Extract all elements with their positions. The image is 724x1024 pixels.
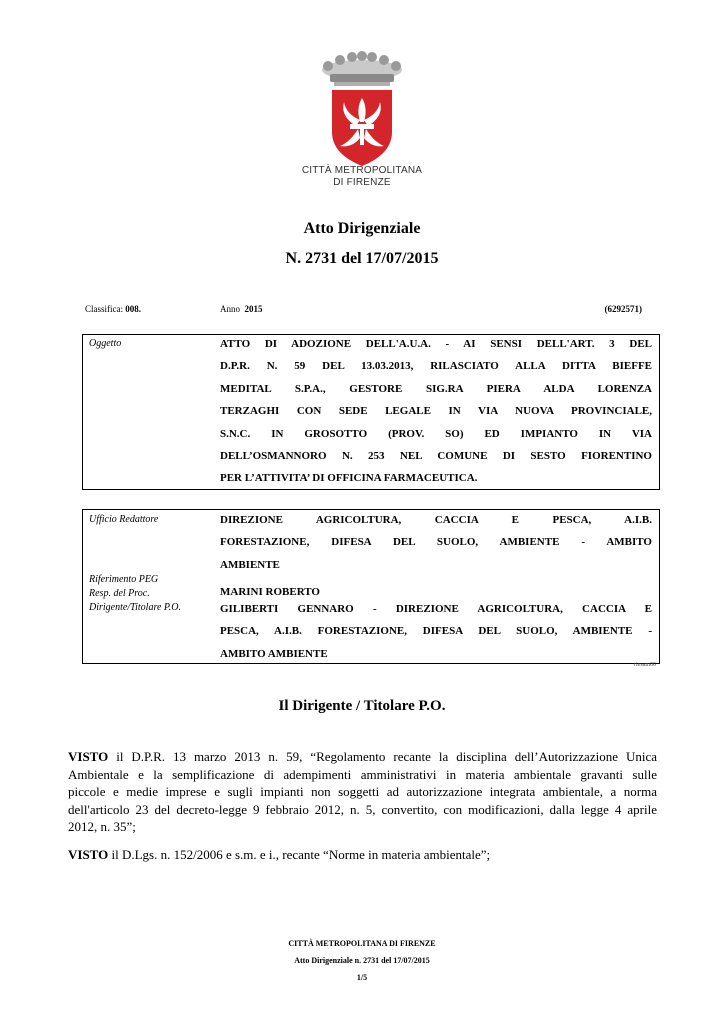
anno-label: Anno bbox=[220, 304, 240, 314]
ufficio-line: DIREZIONE AGRICOLTURA, CACCIA E PESCA, A.I.B. bbox=[220, 514, 652, 526]
classifica bbox=[85, 304, 141, 314]
ufficio-line: AMBIENTE bbox=[220, 558, 280, 571]
dirigente-line: AMBITO AMBIENTE bbox=[220, 647, 328, 660]
footer-act: Atto Dirigenziale n. 2731 del 17/07/2015 bbox=[294, 956, 430, 965]
paragraph-line: piccole e medie imprese e sugli impianti non soggetti ad autorizzazione integrata ambientale, a norma bbox=[68, 784, 657, 799]
paragraph-lead: VISTO bbox=[68, 847, 109, 862]
logo-caption bbox=[290, 165, 434, 189]
oggetto-text bbox=[220, 333, 652, 490]
resp-value: MARINI ROBERTO bbox=[220, 586, 320, 598]
oggetto-box bbox=[82, 334, 660, 490]
document-number: N. 2731 del 17/07/2015 bbox=[285, 250, 439, 267]
paragraph-text: il D.Lgs. n. 152/2006 e s.m. e i., recante “Norme in materia ambientale”; bbox=[108, 847, 491, 862]
paragraph-visto-2 bbox=[68, 846, 657, 864]
paragraph-line bbox=[68, 846, 657, 864]
oggetto-line: DELL’OSMANNORO N. 253 NEL COMUNE DI SESTO FIORENTINO bbox=[220, 450, 652, 463]
classifica-value: 008. bbox=[125, 304, 141, 314]
paragraph-text: il D.P.R. 13 marzo 2013 n. 59, “Regolamento recante la disciplina dell’Autorizzazione Unica bbox=[108, 749, 657, 764]
oggetto-line: PER L’ATTIVITA’ DI OFFICINA FARMACEUTICA. bbox=[220, 472, 478, 485]
oggetto-line: D.P.R. N. 59 DEL 13.03.2013, RILASCIATO ALLA DITTA BIEFFE bbox=[220, 360, 652, 373]
paragraph-visto-1 bbox=[68, 748, 657, 836]
ufficio-label: Ufficio Redattore bbox=[89, 514, 159, 525]
dirigente-text bbox=[220, 598, 652, 665]
paragraph-line: 2012, n. 35”; bbox=[68, 819, 136, 834]
section-heading: Il Dirigente / Titolare P.O. bbox=[278, 698, 446, 714]
oggetto-label: Oggetto bbox=[89, 338, 122, 349]
dirigente-label: Dirigente/Titolare P.O. bbox=[89, 602, 181, 613]
ufficio-box bbox=[82, 509, 660, 664]
paragraph-line: dell'articolo 23 del decreto-legge 9 febbraio 2012, n. 5, convertito, con modificazioni, dalla legge 4 aprile bbox=[68, 801, 657, 817]
anno bbox=[220, 304, 263, 314]
paragraph-lead: VISTO bbox=[68, 749, 109, 764]
form-code: riesam00 bbox=[634, 662, 656, 668]
classifica-label: Classifica: bbox=[85, 304, 123, 314]
oggetto-line: TERZAGHI CON SEDE LEGALE IN VIA NUOVA PROVINCIALE, bbox=[220, 405, 652, 418]
paragraph-line: Ambientale e la semplificazione di adempimenti amministrativi in materia ambientale gravanti sulle bbox=[68, 766, 657, 782]
ufficio-text bbox=[220, 509, 652, 576]
page-number: 1/5 bbox=[356, 973, 368, 982]
oggetto-line: MEDITAL S.P.A., GESTORE SIG.RA PIERA ALDA LORENZA bbox=[220, 382, 652, 395]
footer-org: CITTÀ METROPOLITANA DI FIRENZE bbox=[288, 939, 436, 948]
anno-value: 2015 bbox=[244, 304, 263, 314]
paragraph-line bbox=[68, 748, 657, 766]
dirigente-line: PESCA, A.I.B. FORESTAZIONE, DIFESA DEL SUOLO, AMBIENTE - bbox=[220, 625, 652, 638]
logo-line-2: DI FIRENZE bbox=[333, 177, 391, 188]
oggetto-line: S.N.C. IN GROSOTTO (PROV. SO) ED IMPIANTO IN VIA bbox=[220, 427, 652, 440]
document-code: (6292571) bbox=[604, 304, 642, 314]
dirigente-line: GILIBERTI GENNARO - DIREZIONE AGRICOLTURA, CACCIA E bbox=[220, 603, 652, 615]
resp-label: Resp. del Proc. bbox=[89, 588, 150, 599]
oggetto-line: ATTO DI ADOZIONE DELL'A.U.A. - AI SENSI DELL'ART. 3 DEL bbox=[220, 338, 652, 350]
document-title: Atto Dirigenziale bbox=[303, 220, 421, 237]
peg-label: Riferimento PEG bbox=[89, 574, 159, 585]
logo-line-1: CITTÀ METROPOLITANA bbox=[301, 165, 423, 176]
ufficio-line: FORESTAZIONE, DIFESA DEL SUOLO, AMBIENTE - AMBITO bbox=[220, 536, 652, 549]
